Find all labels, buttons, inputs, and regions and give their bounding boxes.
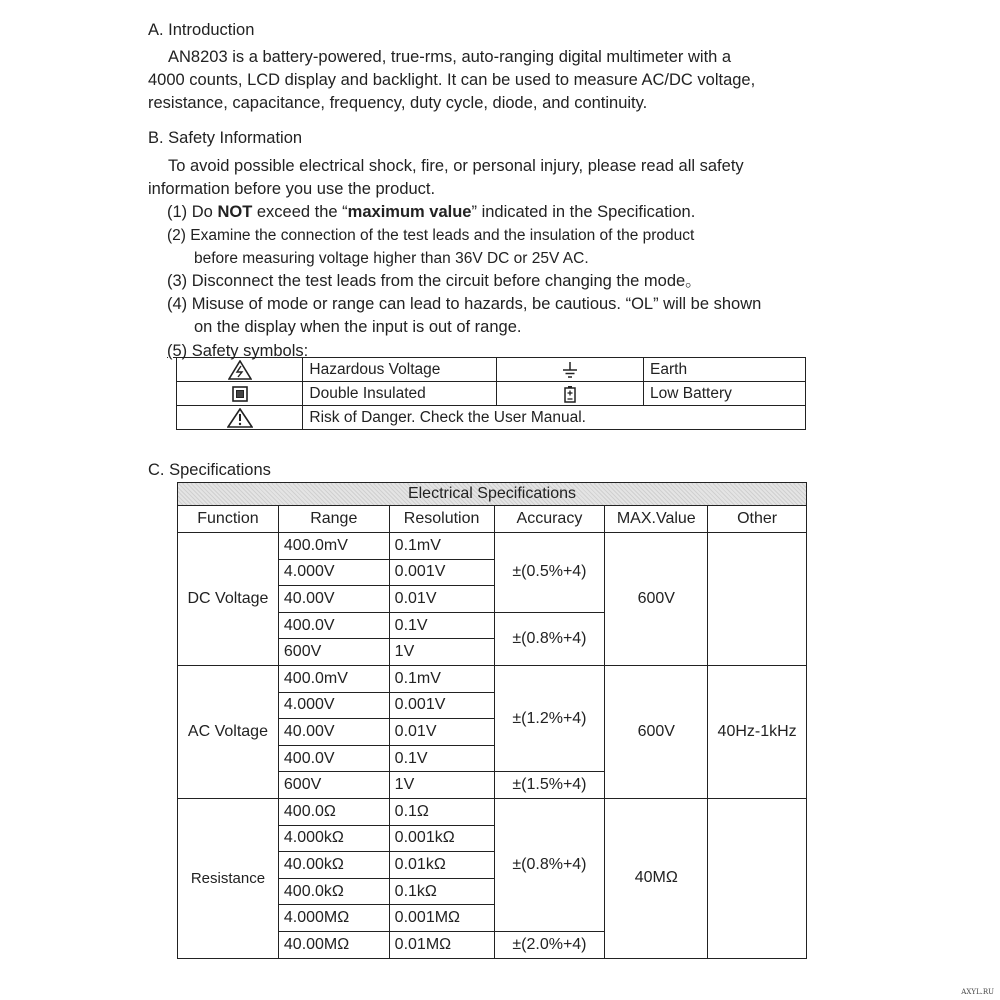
section-a-heading: A. Introduction: [148, 21, 255, 39]
accuracy-cell: ±(2.0%+4): [494, 931, 605, 958]
resolution-cell: 0.01V: [389, 719, 494, 746]
safety-item-3: (3) Disconnect the test leads from the circuit before changing the mode。: [167, 272, 702, 290]
resolution-cell: 0.01V: [389, 586, 494, 613]
range-cell: 4.000MΩ: [278, 905, 389, 932]
other-cell: 40Hz-1kHz: [708, 665, 807, 798]
safety-intro-line: To avoid possible electrical shock, fire, or personal injury, please read all safety: [168, 157, 744, 175]
resolution-cell: 1V: [389, 639, 494, 666]
resolution-cell: 0.001V: [389, 692, 494, 719]
low-battery-icon-cell: [496, 382, 643, 406]
table-row: [177, 358, 806, 382]
function-cell: DC Voltage: [178, 533, 279, 666]
double-insulated-icon: [232, 386, 248, 402]
resolution-cell: 0.1mV: [389, 665, 494, 692]
resolution-cell: 0.1V: [389, 612, 494, 639]
other-cell: [708, 798, 807, 958]
range-cell: 40.00V: [278, 586, 389, 613]
accuracy-cell: ±(0.8%+4): [494, 612, 605, 665]
accuracy-cell: ±(0.5%+4): [494, 533, 605, 613]
item-2-line: before measuring voltage higher than 36V DC or 25V AC.: [194, 250, 589, 267]
resolution-cell: 0.1kΩ: [389, 878, 494, 905]
item-4-line: (4) Misuse of mode or range can lead to hazards, be cautious. “OL” will be shown: [167, 295, 762, 313]
table-title-row: [178, 483, 807, 506]
resolution-cell: 0.001kΩ: [389, 825, 494, 852]
safety-item-2: [167, 224, 807, 270]
item-1-text: ” indicated in the Specification.: [471, 203, 696, 221]
range-cell: 400.0Ω: [278, 798, 389, 825]
range-cell: 40.00V: [278, 719, 389, 746]
table-row: [177, 406, 806, 430]
safety-intro-line: information before you use the product.: [148, 180, 436, 198]
table-row: [177, 382, 806, 406]
symbol-label: Low Battery: [644, 382, 806, 406]
resolution-cell: 0.1V: [389, 745, 494, 772]
resolution-cell: 0.001V: [389, 559, 494, 586]
intro-line: AN8203 is a battery-powered, true-rms, auto-ranging digital multimeter with a: [168, 48, 732, 66]
item-4-line: on the display when the input is out of range.: [194, 318, 522, 336]
safety-intro-paragraph: [148, 155, 808, 201]
resolution-cell: 0.001MΩ: [389, 905, 494, 932]
max-value-cell: 600V: [605, 665, 708, 798]
symbol-label: Double Insulated: [303, 382, 496, 406]
column-header: Resolution: [389, 506, 494, 533]
range-cell: 40.00kΩ: [278, 852, 389, 879]
watermark: AXYL.RU: [961, 988, 994, 996]
function-cell: AC Voltage: [178, 665, 279, 798]
table-row: [178, 533, 807, 560]
warning-icon-cell: [177, 406, 303, 430]
section-b-heading: B. Safety Information: [148, 129, 303, 147]
range-cell: 4.000V: [278, 692, 389, 719]
hazardous-voltage-icon: [228, 360, 252, 380]
resolution-cell: 1V: [389, 772, 494, 799]
item-2-line: (2) Examine the connection of the test leads and the insulation of the product: [167, 227, 695, 244]
max-value-cell: 40MΩ: [605, 798, 708, 958]
hazardous-voltage-icon-cell: [177, 358, 303, 382]
section-c-heading: C. Specifications: [148, 461, 271, 479]
table-row: [178, 798, 807, 825]
symbol-label: Risk of Danger. Check the User Manual.: [303, 406, 806, 430]
range-cell: 600V: [278, 772, 389, 799]
safety-item-4: [167, 293, 807, 339]
column-header: Other: [708, 506, 807, 533]
range-cell: 400.0kΩ: [278, 878, 389, 905]
resolution-cell: 0.1mV: [389, 533, 494, 560]
item-1-bold-not: NOT: [217, 203, 253, 221]
table-row: [178, 665, 807, 692]
item-1-text: exceed the “: [252, 203, 348, 221]
item-1-text: (1) Do: [167, 203, 218, 221]
range-cell: 400.0mV: [278, 533, 389, 560]
electrical-specifications-table: [177, 482, 807, 959]
low-battery-icon: [564, 385, 576, 403]
range-cell: 4.000V: [278, 559, 389, 586]
column-header: Range: [278, 506, 389, 533]
earth-icon: [562, 361, 578, 379]
other-cell: [708, 533, 807, 666]
range-cell: 400.0mV: [278, 665, 389, 692]
accuracy-cell: ±(0.8%+4): [494, 798, 605, 931]
resolution-cell: 0.1Ω: [389, 798, 494, 825]
safety-symbols-table: [176, 357, 806, 430]
intro-paragraph: [148, 46, 808, 115]
resolution-cell: 0.01MΩ: [389, 931, 494, 958]
table-title: Electrical Specifications: [178, 483, 807, 506]
warning-icon: [227, 408, 253, 428]
symbol-label: Hazardous Voltage: [303, 358, 496, 382]
range-cell: 400.0V: [278, 612, 389, 639]
function-cell: Resistance: [178, 798, 279, 958]
safety-item-1: [167, 201, 807, 224]
column-header: Function: [178, 506, 279, 533]
symbol-label: Earth: [644, 358, 806, 382]
earth-icon-cell: [496, 358, 643, 382]
table-header-row: [178, 506, 807, 533]
safety-item-5: (5) Safety symbols:: [167, 342, 309, 360]
intro-line: resistance, capacitance, frequency, duty cycle, diode, and continuity.: [148, 94, 648, 112]
resolution-cell: 0.01kΩ: [389, 852, 494, 879]
double-insulated-icon-cell: [177, 382, 303, 406]
accuracy-cell: ±(1.2%+4): [494, 665, 605, 771]
range-cell: 4.000kΩ: [278, 825, 389, 852]
range-cell: 600V: [278, 639, 389, 666]
item-1-bold-max: maximum value: [347, 203, 472, 221]
range-cell: 40.00MΩ: [278, 931, 389, 958]
intro-line: 4000 counts, LCD display and backlight. It can be used to measure AC/DC voltage,: [148, 71, 756, 89]
max-value-cell: 600V: [605, 533, 708, 666]
accuracy-cell: ±(1.5%+4): [494, 772, 605, 799]
column-header: Accuracy: [494, 506, 605, 533]
column-header: MAX.Value: [605, 506, 708, 533]
range-cell: 400.0V: [278, 745, 389, 772]
